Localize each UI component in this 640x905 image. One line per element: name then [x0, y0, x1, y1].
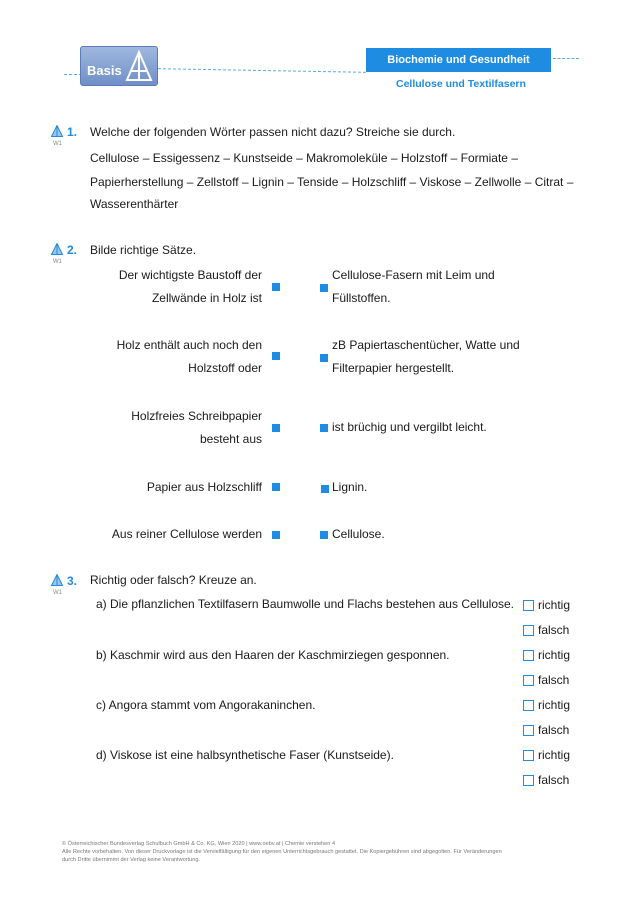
word-list-line: Papierherstellung – Zellstoff – Lignin – Tenside – Holzschliff – Viskose – Zellwolle – Citrat – [90, 175, 574, 189]
match-point-right[interactable] [320, 354, 328, 362]
checkbox-richtig[interactable] [523, 700, 534, 711]
statement: c) Angora stammt vom Angorakaninchen. [96, 698, 316, 712]
checkbox-richtig[interactable] [523, 650, 534, 661]
statement: a) Die pflanzlichen Textilfasern Baumwolle und Flachs bestehen aus Cellulose. [96, 597, 515, 611]
chapter-title-box [366, 48, 551, 72]
task-number: 2. [67, 243, 78, 257]
sentence-end: ist brüchig und vergilbt leicht. [332, 420, 487, 434]
sentence-start: Holzfreies Schreibpapier besteht aus [131, 409, 262, 446]
header-dashed-line-mid [158, 68, 366, 73]
task-level-label: W1 [53, 590, 62, 596]
sentence-start: Aus reiner Cellulose werden [111, 527, 262, 541]
statement: b) Kaschmir wird aus den Haaren der Kaschmirziegen gesponnen. [96, 648, 450, 662]
chapter-title: Biochemie und Gesundheit [387, 54, 530, 66]
checkbox-richtig[interactable] [523, 600, 534, 611]
footer-copyright: © Österreichischer Bundesverlag Schulbuch GmbH & Co. KG, Wien 2020 | www.oebv.at | Chemie verstehen 4 Alle Rechte vorbehalten. Von dieser Druckvorlage ist die Vervielfältigung für den eigenen Unterrichtsgebrauch gestattet. Die Kopiergebühren sind abgegolten. Für Veränderungen durch Dritte übernimmt der Verlag keine Verantwortung. [62, 841, 502, 863]
sentence-end: Lignin. [332, 480, 368, 494]
match-point-left[interactable] [272, 531, 280, 539]
logo-text: Basis [87, 63, 122, 78]
sentence-end: Cellulose-Fasern mit Leim und Füllstoffen. [332, 268, 495, 305]
match-point-right[interactable] [320, 531, 328, 539]
option-label: richtig [538, 698, 571, 712]
task-level-icon [51, 574, 63, 586]
task-level-label: W1 [53, 259, 62, 265]
option-label: richtig [538, 748, 571, 762]
header-dashed-line-right [553, 58, 579, 59]
task-instruction: Richtig oder falsch? Kreuze an. [90, 573, 257, 587]
task-level-icon [51, 243, 63, 255]
sentence-end: Cellulose. [332, 527, 385, 541]
task-instruction: Welche der folgenden Wörter passen nicht dazu? Streiche sie durch. [90, 125, 456, 139]
sentence-end: zB Papiertaschentücher, Watte und Filterpapier hergestellt. [332, 338, 520, 375]
match-point-left[interactable] [272, 352, 280, 360]
task-instruction: Bilde richtige Sätze. [90, 243, 197, 257]
checkbox-falsch[interactable] [523, 625, 534, 636]
option-label: richtig [538, 598, 571, 612]
section-subtitle: Cellulose und Textilfasern [396, 78, 526, 90]
match-point-right[interactable] [320, 424, 328, 432]
option-label: falsch [538, 773, 570, 787]
option-label: falsch [538, 723, 570, 737]
checkbox-falsch[interactable] [523, 725, 534, 736]
word-list-line: Cellulose – Essigessenz – Kunstseide – Makromoleküle – Holzstoff – Formiate – [90, 151, 518, 165]
checkbox-falsch[interactable] [523, 675, 534, 686]
option-label: falsch [538, 673, 570, 687]
sentence-start: Holz enthält auch noch den Holzstoff oder [116, 338, 262, 375]
task-number: 3. [67, 574, 78, 588]
match-point-left[interactable] [272, 424, 280, 432]
option-label: falsch [538, 623, 570, 637]
task-level-label: W1 [53, 141, 62, 147]
sentence-start: Der wichtigste Baustoff der Zellwände in Holz ist [118, 268, 262, 305]
statement: d) Viskose ist eine halbsynthetische Faser (Kunstseide). [96, 748, 394, 762]
match-point-left[interactable] [272, 483, 280, 491]
option-label: richtig [538, 648, 571, 662]
match-point-right[interactable] [320, 284, 328, 292]
checkbox-richtig[interactable] [523, 750, 534, 761]
sentence-start: Papier aus Holzschliff [146, 480, 262, 494]
checkbox-falsch[interactable] [523, 775, 534, 786]
task-level-icon [51, 125, 63, 137]
match-point-left[interactable] [272, 283, 280, 291]
task-number: 1. [67, 125, 78, 139]
match-point-right[interactable] [321, 485, 329, 493]
triangle-logo-icon [125, 50, 153, 82]
basis-logo [80, 46, 158, 86]
word-list-line: Wasserenthärter [90, 197, 179, 211]
